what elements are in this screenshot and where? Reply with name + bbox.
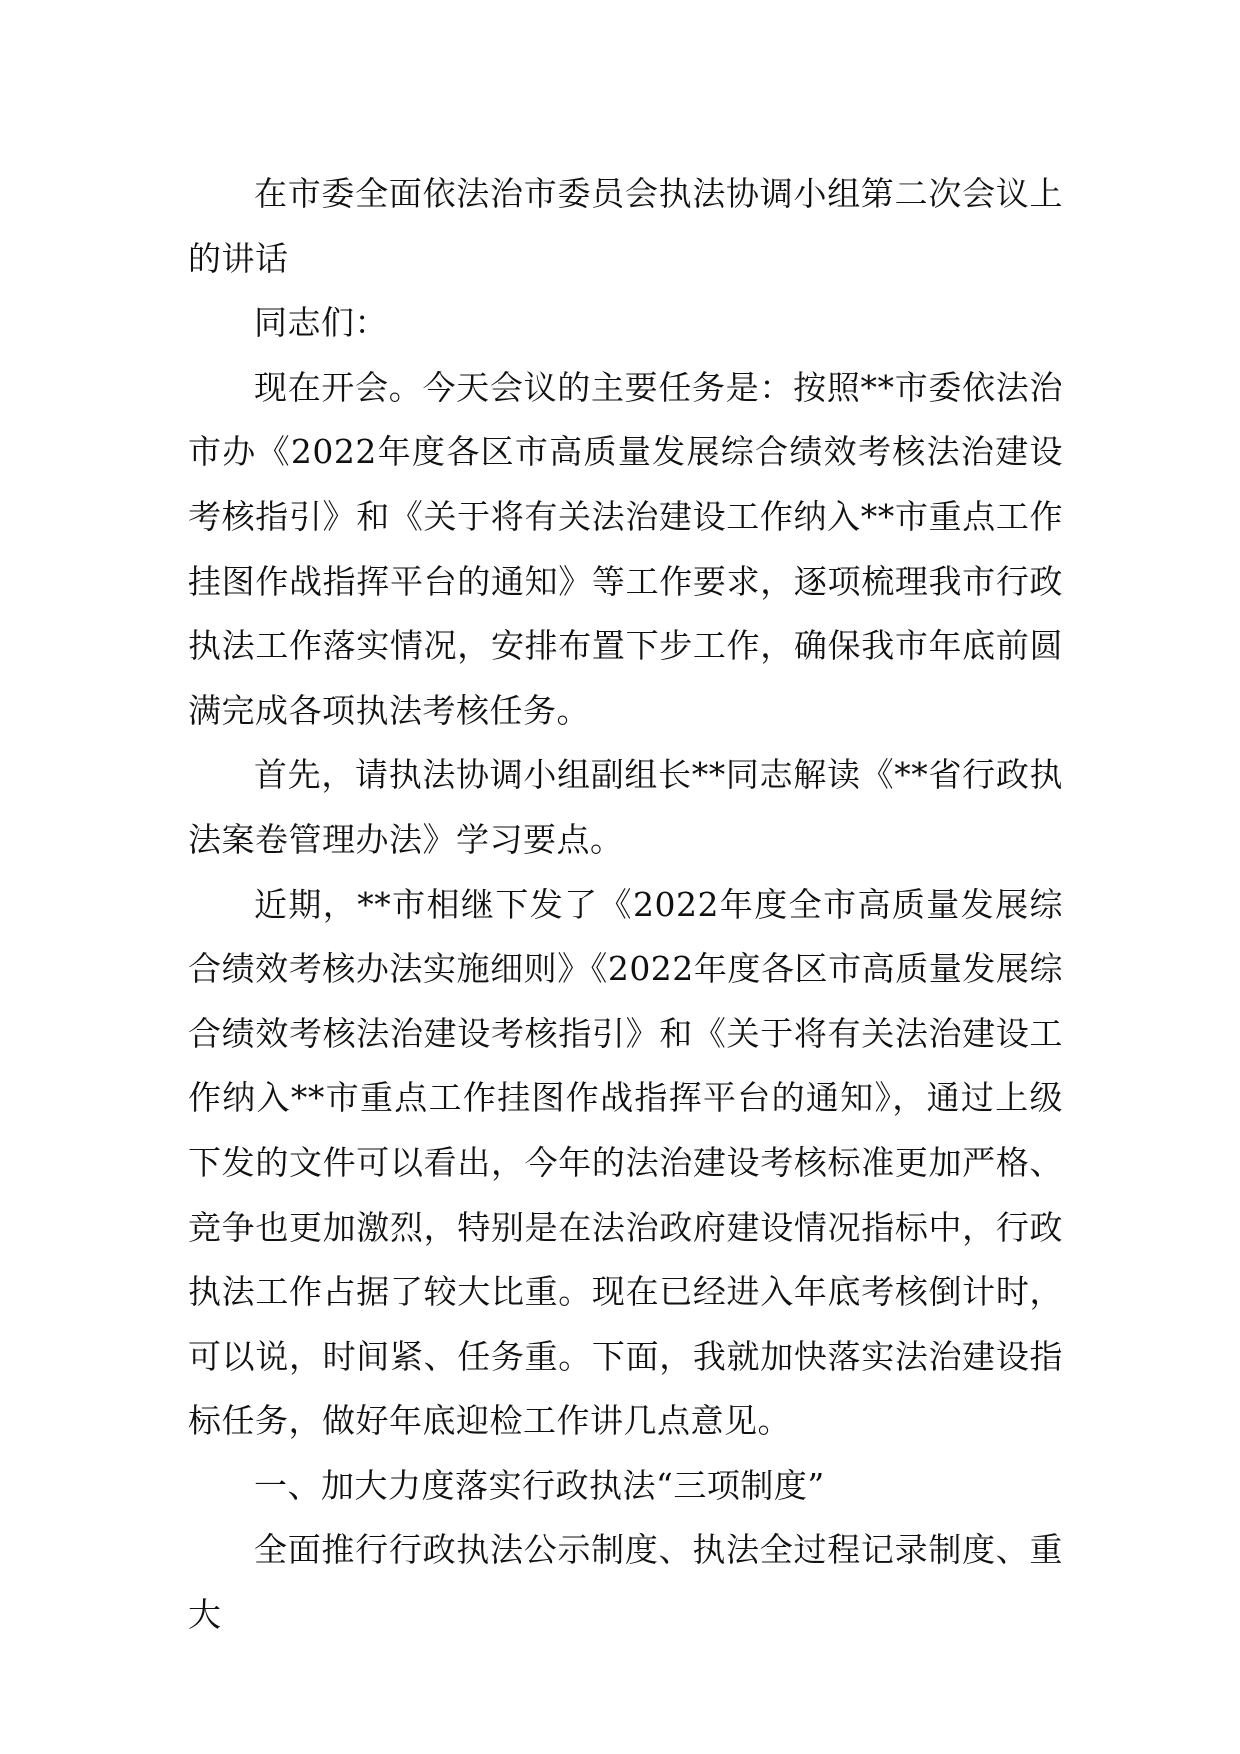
document-body — [188, 162, 1063, 1648]
document-title: 在市委全面依法治市委员会执法协调小组第二次会议上的讲话 — [188, 174, 1063, 278]
section-heading: 一、加大力度落实行政执法“三项制度” — [254, 1465, 825, 1505]
paragraph-first-agenda: 首先，请执法协调小组副组长**同志解读《**省行政执法案卷管理办法》学习要点。 — [188, 755, 1063, 859]
salutation: 同志们： — [254, 303, 388, 343]
paragraph-background: 近期，**市相继下发了《2022年度全市高质量发展综合绩效考核办法实施细则》《2022年度各区市高质量发展综合绩效考核法治建设考核指引》和《关于将有关法治建设工作纳入**市重点工作挂图作战指挥平台的通知》，通过上级下发的文件可以看出，今年的法治建设考核标准更加严格、竞争也更加激烈，特别是在法治政府建设情况指标中，行政执法工作占据了较大比重。现在已经进入年底考核倒计时，可以说，时间紧、任务重。下面，我就加快落实法治建设指标任务，做好年底迎检工作讲几点意见。 — [188, 884, 1063, 1441]
paragraph-section-start: 全面推行行政执法公示制度、执法全过程记录制度、重大 — [188, 1530, 1063, 1635]
paragraph-opening: 现在开会。今天会议的主要任务是：按照**市委依法治市办《2022年度各区市高质量发展综合绩效考核法治建设考核指引》和《关于将有关法治建设工作纳入**市重点工作挂图作战指挥平台的通知》等工作要求，逐项梳理我市行政执法工作落实情况，安排布置下步工作，确保我市年底前圆满完成各项执法考核任务。 — [188, 367, 1063, 730]
